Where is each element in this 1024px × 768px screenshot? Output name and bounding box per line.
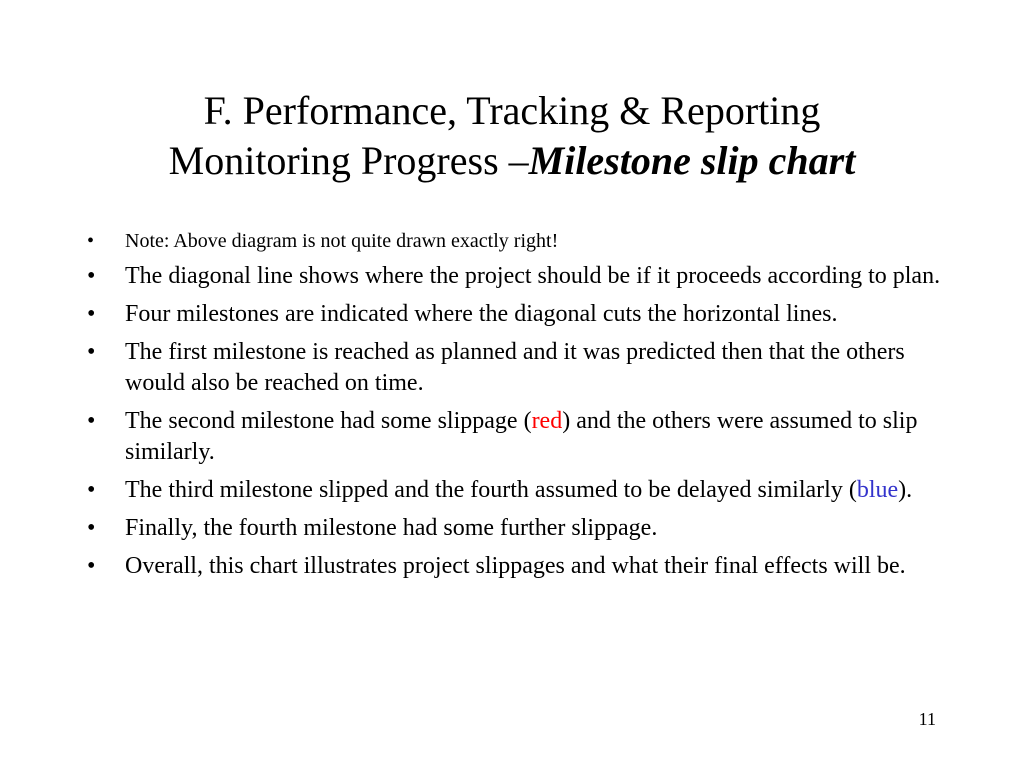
slide-title	[60, 86, 964, 186]
title-emphasis: Milestone slip chart	[528, 138, 856, 183]
bullet-dot-icon: •	[87, 339, 96, 365]
bullet-text: The diagonal line shows where the project should be if it proceeds according to plan.	[125, 263, 941, 289]
bullet-further-slippage	[84, 513, 954, 544]
page-number: 11	[918, 709, 936, 729]
title-line-2	[60, 136, 964, 186]
bullet-dot-icon: •	[87, 301, 96, 327]
bullet-dot-icon: •	[87, 553, 96, 579]
bullet-note	[84, 227, 954, 255]
bullet-text-after: ) and the others were assumed to slip similarly.	[125, 408, 918, 465]
bullet-second-milestone	[84, 406, 954, 468]
bullet-text: The first milestone is reached as planned and it was predicted then that the others would also be reached on time.	[125, 339, 905, 396]
bullet-text: Four milestones are indicated where the diagonal cuts the horizontal lines.	[125, 301, 838, 327]
red-highlight-word: red	[531, 408, 563, 434]
bullet-dot-icon: •	[87, 515, 96, 541]
bullet-dot-icon: •	[87, 263, 96, 289]
bullet-dot-icon: •	[87, 477, 96, 503]
bullet-text: Finally, the fourth milestone had some further slippage.	[125, 515, 658, 541]
bullet-text: Note: Above diagram is not quite drawn exactly right!	[125, 230, 559, 252]
bullet-first-milestone	[84, 337, 954, 399]
bullet-text-before: The third milestone slipped and the fourth assumed to be delayed similarly (	[125, 477, 857, 503]
bullet-overall	[84, 551, 954, 582]
title-line-1: F. Performance, Tracking & Reporting	[203, 88, 821, 133]
bullet-dot-icon: •	[87, 230, 95, 252]
bullet-text-before: The second milestone had some slippage (	[125, 408, 532, 434]
bullet-text-after: ).	[898, 477, 913, 503]
bullet-third-milestone	[84, 475, 954, 506]
bullet-diagonal-line	[84, 261, 954, 292]
bullet-dot-icon: •	[87, 408, 96, 434]
blue-highlight-word: blue	[856, 477, 899, 503]
bullet-text: Overall, this chart illustrates project slippages and what their final effects will be.	[125, 553, 906, 579]
title-line-2-prefix: Monitoring Progress –	[168, 138, 529, 183]
bullet-four-milestones	[84, 299, 954, 330]
bullet-list	[84, 227, 954, 589]
